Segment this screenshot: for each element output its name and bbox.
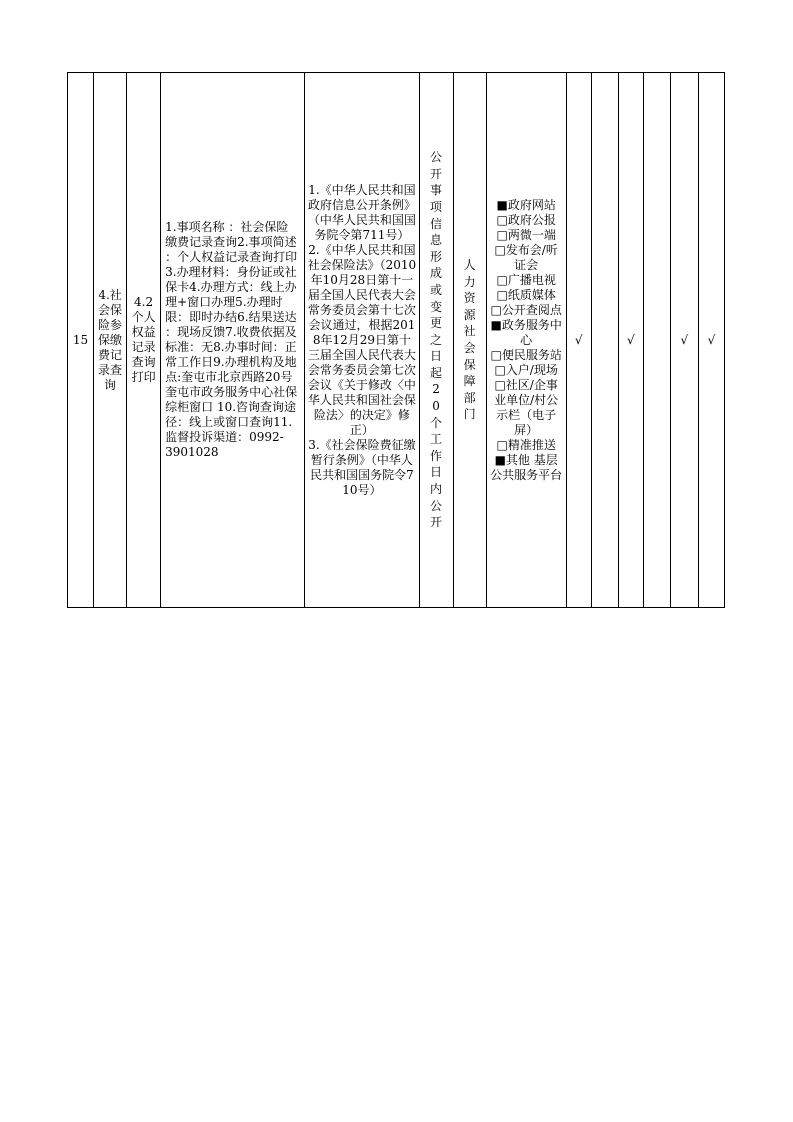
level1-item: 4.社会保险参保缴费记录查询 (94, 73, 127, 608)
level2-item: 4.2个人权益记录查询打印 (127, 73, 161, 608)
legal-basis: 1.《中华人民共和国政府信息公开条例》（中华人民共和国国务院令第711号） 2.《中华人民共和国社会保险法》（2010年10月28日第十一届全国人民代表大会常务委员会第十七次会议通过，根据2018年12月29日第十三届全国人民代表大会常务委员会第七次会议《关于修改〈中华人民共和国社会保险法〉的决定》修正） 3.《社会保险费征缴暂行条例》（中华人民共和国国务院令710号） (305, 73, 419, 608)
disclosure-table (67, 72, 725, 608)
department: 人力资源社会保障部门 (463, 258, 476, 422)
disclosure-channels: ■政府网站 □政府公报 □两微一端 □发布会/听证会 □广播电视 □纸质媒体 □公开查阅点 ■政务服务中心 □便民服务站 □入户/现场 □社区/企事业单位/村公示栏（电子屏） □精准推送 ■其他 基层公共服务平台 (486, 73, 566, 608)
check-cell-1: √ (566, 73, 591, 608)
check-cell-5: √ (670, 73, 698, 608)
check-cell-3: √ (618, 73, 643, 608)
time-limit-cell (419, 73, 453, 608)
check-cell-2 (591, 73, 618, 608)
department-cell (453, 73, 486, 608)
time-limit: 公开事项信息形成或变更之日起20个工作日内公开 (430, 150, 443, 530)
row-index: 15 (68, 73, 94, 608)
table-row (68, 73, 725, 608)
check-cell-6: √ (698, 73, 724, 608)
check-cell-4 (643, 73, 670, 608)
item-details: 1.事项名称 ：社会保险缴费记录查询2.事项简述 ：个人权益记录查询打印3.办理材料：身份证或社保卡4.办理方式：线上办理+窗口办理5.办理时限：即时办结6.结果送达 ：现场反馈7.收费依据及标准：无8.办事时间：正常工作日9.办理机构及地点:奎屯市北京西路20号奎屯市政务服务中心社保综柜窗口 10.咨询查询途径：线上或窗口查询11.监督投诉渠道：0992-3901028 (161, 73, 305, 608)
